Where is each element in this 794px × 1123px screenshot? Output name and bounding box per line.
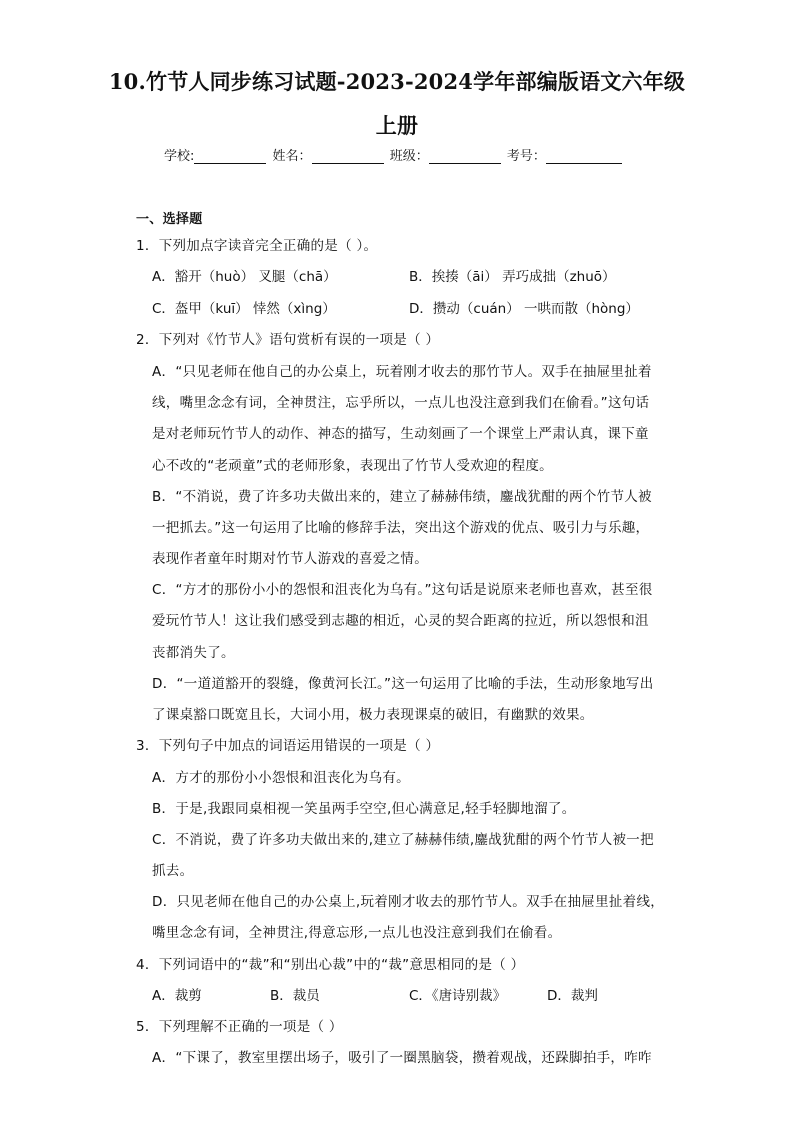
question-2-option-c-line1[interactable]: C．“方才的那份小小的怨恨和沮丧化为乌有。”这句话是说原来老师也喜欢，甚至很 [152, 582, 653, 598]
name-label: 姓名： [272, 149, 312, 164]
question-4-option-d[interactable]: D．裁判 [547, 988, 598, 1004]
question-2-option-d-line1[interactable]: D．“一道道豁开的裂缝，像黄河长江。”这一句运用了比喻的手法，生动形象地写出 [152, 676, 654, 692]
question-2-option-d-line2: 了课桌豁口既宽且长，大词小用，极力表现课桌的破旧，有幽默的效果。 [152, 707, 594, 723]
question-2-option-a-line4: 心不改的“老顽童”式的老师形象，表现出了竹节人受欢迎的程度。 [152, 458, 553, 474]
question-3-stem: 3．下列句子中加点的词语运用错误的一项是（ ） [136, 738, 440, 754]
question-4-stem: 4．下列词语中的“裁”和“别出心裁”中的“裁”意思相同的是（ ） [136, 957, 525, 973]
school-blank[interactable] [194, 150, 266, 164]
section-heading: 一、选择题 [136, 212, 203, 227]
question-4-option-b[interactable]: B．裁员 [270, 988, 320, 1004]
question-3-option-b[interactable]: B．于是,我跟同桌相视一笑虽两手空空,但心满意足,轻手轻脚地溜了。 [152, 801, 576, 817]
question-1-stem: 1．下列加点字读音完全正确的是（ ）。 [136, 238, 378, 254]
question-5-stem: 5．下列理解不正确的一项是（ ） [136, 1019, 343, 1035]
exam-number-blank[interactable] [546, 150, 622, 164]
exam-number-label: 考号： [506, 149, 546, 164]
question-3-option-a[interactable]: A．方才的那份小小怨恨和沮丧化为乌有。 [152, 770, 410, 786]
question-1-option-d[interactable]: D．攒动（cuán） 一哄而散（hòng） [409, 301, 639, 317]
student-info-row [164, 145, 624, 164]
question-2-option-c-line3: 丧都消失了。 [152, 645, 235, 661]
question-2-option-b-line2: 一把抓去。”这一句运用了比喻的修辞手法，突出这个游戏的优点、吸引力与乐趣， [152, 520, 650, 536]
question-2-option-b-line3: 表现作者童年时期对竹节人游戏的喜爱之情。 [152, 551, 428, 567]
class-blank[interactable] [429, 150, 501, 164]
name-blank[interactable] [312, 150, 384, 164]
question-2-option-b-line1[interactable]: B．“不消说，费了许多功夫做出来的，建立了赫赫伟绩，鏖战犹酣的两个竹节人被 [152, 489, 652, 505]
question-4-option-a[interactable]: A．裁剪 [152, 988, 202, 1004]
question-2-option-a-line3: 是对老师玩竹节人的动作、神态的描写，生动刻画了一个课堂上严肃认真，课下童 [152, 426, 649, 442]
document-title-line2: 上册 [375, 113, 419, 138]
question-5-option-a-line1[interactable]: A．“下课了，教室里摆出场子，吸引了一圈黑脑袋，攒着观战，还跺脚拍手，咋咋 [152, 1050, 652, 1066]
question-1-option-b[interactable]: B．挨揍（āi） 弄巧成拙（zhuō） [409, 269, 616, 285]
question-4-option-c[interactable]: C．《唐诗别裁》 [409, 988, 507, 1004]
question-3-option-c-line1[interactable]: C．不消说，费了许多功夫做出来的,建立了赫赫伟绩,鏖战犹酣的两个竹节人被一把 [152, 832, 654, 848]
question-3-option-c-line2: 抓去。 [152, 863, 194, 879]
question-2-option-c-line2: 爱玩竹节人！这让我们感受到志趣的相近，心灵的契合距离的拉近，所以怨恨和沮 [152, 613, 649, 629]
question-3-option-d-line1[interactable]: D．只见老师在他自己的办公桌上,玩着刚才收去的那竹节人。双手在抽屉里扯着线， [152, 894, 665, 910]
question-2-stem: 2．下列对《竹节人》语句赏析有误的一项是（ ） [136, 332, 440, 348]
question-3-option-d-line2: 嘴里念念有词，全神贯注,得意忘形,一点儿也没注意到我们在偷看。 [152, 925, 562, 941]
question-1-option-c[interactable]: C．盔甲（kuī） 悻然（xìng） [152, 301, 336, 317]
question-1-option-a[interactable]: A．豁开（huò） 叉腿（chā） [152, 269, 337, 285]
question-2-option-a-line1[interactable]: A．“只见老师在他自己的办公桌上，玩着刚才收去的那竹节人。双手在抽屉里扯着 [152, 364, 652, 380]
document-title-line1: 10.竹节人同步练习试题-2023-2024学年部编版语文六年级 [108, 69, 686, 94]
question-2-option-a-line2: 线，嘴里念念有词，全神贯注，忘乎所以，一点儿也没注意到我们在偷看。”这句话 [152, 395, 650, 411]
school-label: 学校: [164, 149, 195, 164]
class-label: 班级： [389, 149, 429, 164]
